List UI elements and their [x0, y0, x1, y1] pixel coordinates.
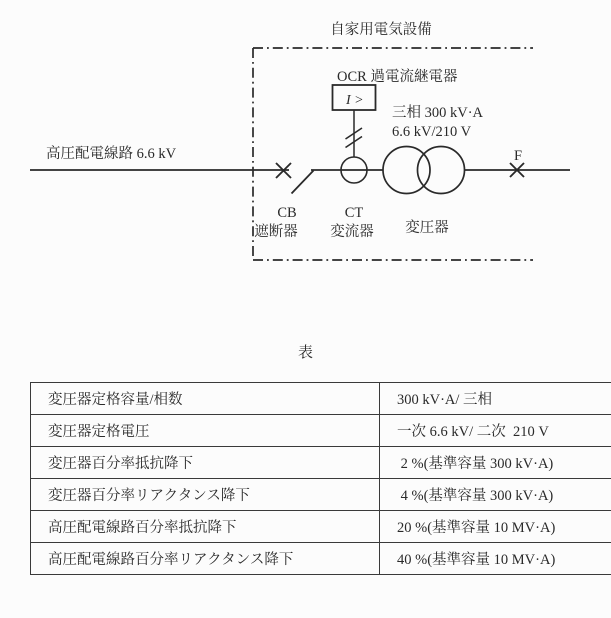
- ct-abbr-label: CT: [344, 205, 364, 221]
- feeder-line: [30, 170, 570, 194]
- transformer-rating-capacity: 三相 300 kV·A: [392, 105, 484, 121]
- ocr-relay-label: OCR 過電流継電器: [337, 69, 458, 85]
- spec-label: 高圧配電線路百分率抵抗降下: [31, 511, 380, 543]
- spec-value: 4 %(基準容量 300 kV·A): [380, 479, 611, 511]
- transformer-name-label: 変圧器: [405, 220, 449, 236]
- table-row: [31, 383, 611, 415]
- table-row: [31, 543, 611, 575]
- fault-point-label: F: [513, 148, 523, 164]
- ct-name-label: 変流器: [330, 224, 374, 240]
- spec-value: 一次 6.6 kV/ 二次 210 V: [380, 415, 611, 447]
- spec-label: 変圧器定格容量/相数: [31, 383, 380, 415]
- spec-label: 変圧器百分率リアクタンス降下: [31, 479, 380, 511]
- transformer-symbol: [383, 147, 465, 194]
- facility-label: 自家用電気設備: [330, 22, 432, 38]
- cb-name-label: 遮断器: [254, 224, 298, 240]
- spec-value: 300 kV·A/ 三相: [380, 383, 611, 415]
- table-row: [31, 415, 611, 447]
- transformer-rating-voltage: 6.6 kV/210 V: [392, 124, 472, 140]
- spec-label: 高圧配電線路百分率リアクタンス降下: [31, 543, 380, 575]
- table-row: [31, 447, 611, 479]
- table-row: [31, 511, 611, 543]
- spec-label: 変圧器百分率抵抗降下: [31, 447, 380, 479]
- spec-value: 40 %(基準容量 10 MV·A): [380, 543, 611, 575]
- distribution-line-label: 高圧配電線路 6.6 kV: [46, 146, 177, 162]
- spec-label: 変圧器定格電圧: [31, 415, 380, 447]
- table-title: 表: [297, 345, 314, 361]
- cb-abbr-label: CB: [277, 205, 297, 221]
- spec-value: 2 %(基準容量 300 kV·A): [380, 447, 611, 479]
- spec-value: 20 %(基準容量 10 MV·A): [380, 511, 611, 543]
- relay-function-symbol: I >: [346, 93, 364, 108]
- spec-table: [30, 382, 611, 575]
- table-row: [31, 479, 611, 511]
- cb-blade: [292, 171, 314, 194]
